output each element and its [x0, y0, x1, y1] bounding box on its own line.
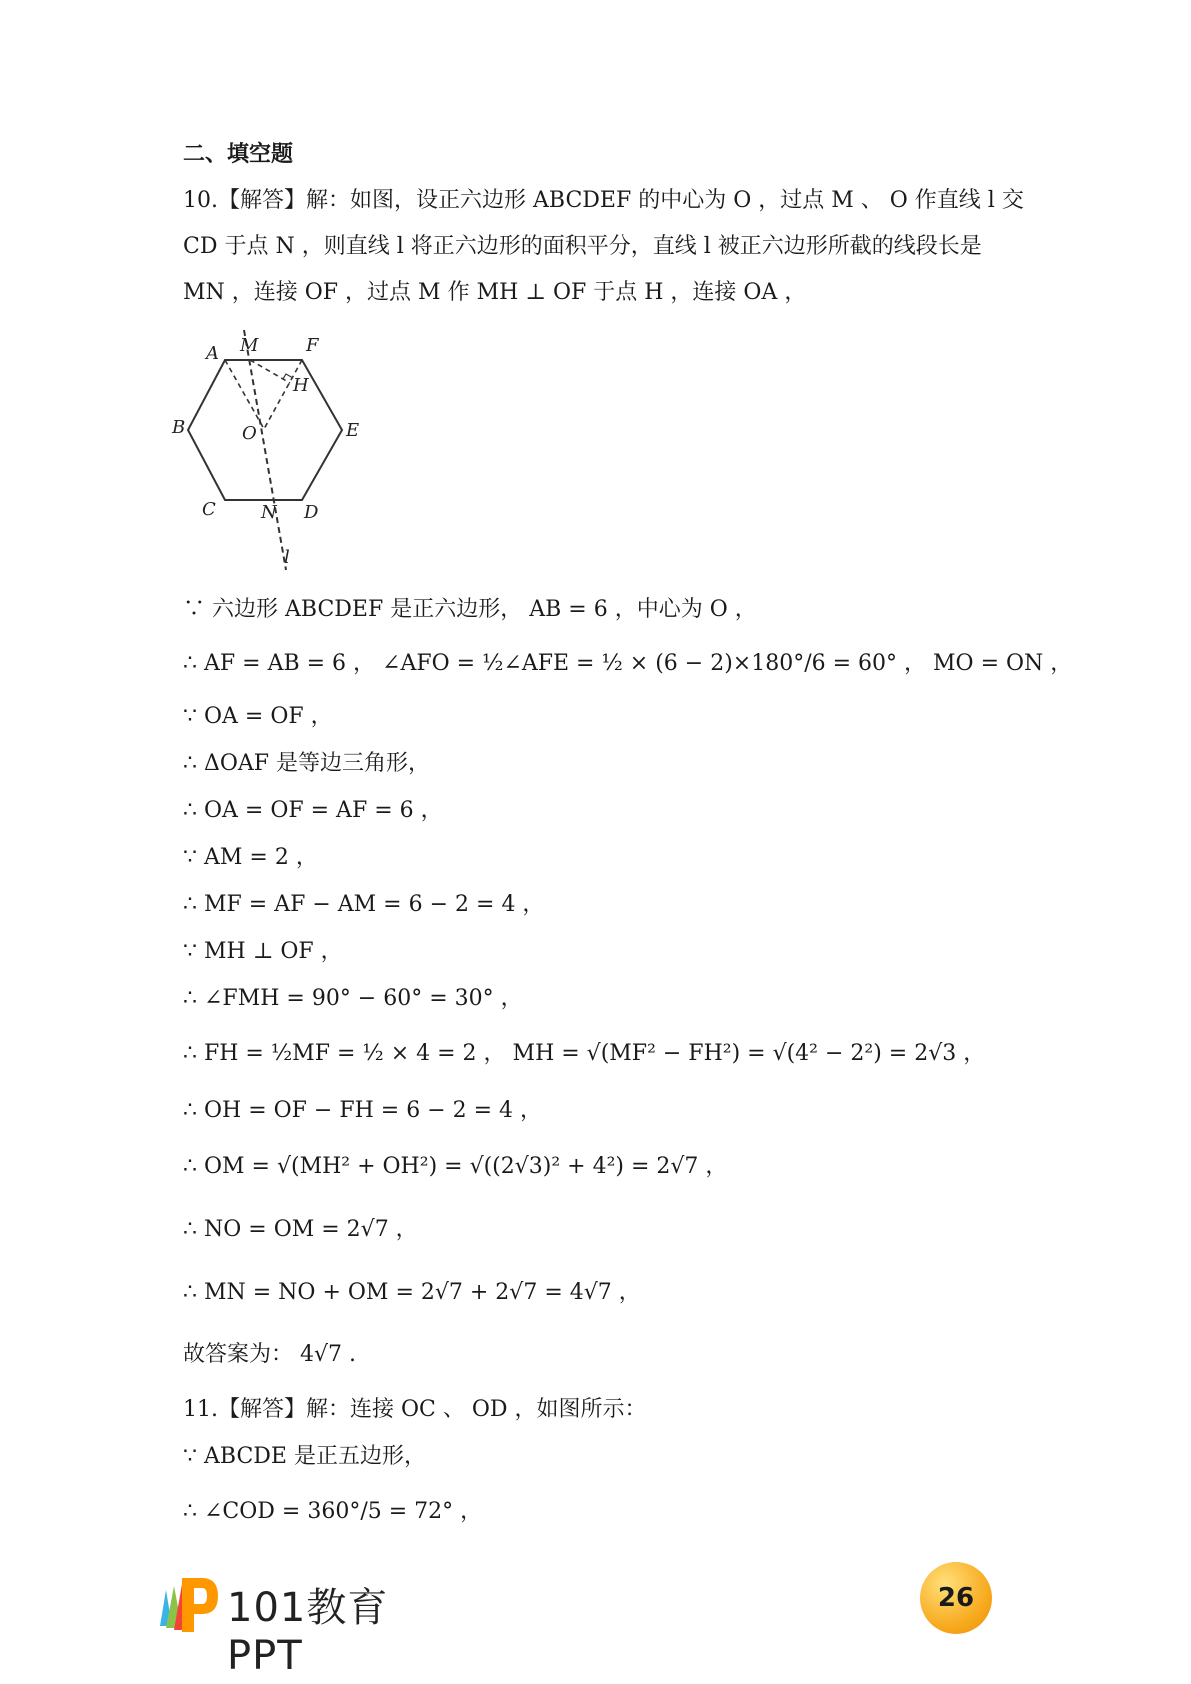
- page-number-badge: [920, 1562, 992, 1634]
- hexagon-outline: [188, 360, 342, 500]
- p10-step-5: ∴ OA = OF = AF = 6 ，: [183, 798, 443, 823]
- label-D: D: [304, 502, 319, 523]
- page-number: 26: [937, 1583, 975, 1613]
- label-l: l: [284, 547, 290, 568]
- label-B: B: [172, 417, 186, 438]
- brand-logo: [152, 1568, 452, 1679]
- p10-intro-line-2: CD 于点 N ，则直线 l 将正六边形的面积平分，直线 l 被正六边形所截的线段长是: [183, 234, 982, 259]
- p10-step-11: ∴ OH = OF − FH = 6 − 2 = 4 ，: [183, 1098, 543, 1123]
- p10-intro-line-1: 10.【解答】解：如图，设正六边形 ABCDEF 的中心为 O ，过点 M 、 O 作直线 l 交: [183, 188, 1024, 213]
- p10-step-8: ∵ MH ⊥ OF ，: [183, 939, 343, 964]
- p10-step-4: ∴ ΔOAF 是等边三角形，: [183, 751, 431, 776]
- hexagon-figure: [172, 335, 403, 580]
- p10-step-13: ∴ NO = OM = 2√7 ，: [183, 1217, 418, 1242]
- p10-step-14: ∴ MN = NO + OM = 2√7 + 2√7 = 4√7 ，: [183, 1280, 641, 1305]
- line-l: [244, 330, 286, 570]
- p10-step-7: ∴ MF = AF − AM = 6 − 2 = 4 ，: [183, 892, 545, 917]
- label-H: H: [293, 375, 309, 396]
- p10-step-3: ∵ OA = OF ，: [183, 704, 333, 729]
- label-O: O: [242, 423, 257, 444]
- p10-step-6: ∵ AM = 2 ，: [183, 845, 318, 870]
- hexagon-diagram: [172, 335, 403, 580]
- section-title: 二、填空题: [183, 141, 294, 167]
- p10-step-1: ∵ 六边形 ABCDEF 是正六边形， AB = 6 ，中心为 O ，: [183, 597, 757, 622]
- label-N: N: [261, 502, 277, 523]
- p11-line-1: 11.【解答】解：连接 OC 、 OD ，如图所示：: [183, 1397, 647, 1422]
- label-C: C: [202, 499, 216, 520]
- p10-answer: 故答案为： 4√7 .: [183, 1342, 356, 1367]
- p10-step-10: ∴ FH = ½MF = ½ × 4 = 2 ， MH = √(MF² − FH²) = √(4² − 2²) = 2√3 ，: [183, 1041, 986, 1066]
- p10-step-2: ∴ AF = AB = 6 ， ∠AFO = ½∠AFE = ½ × (6 − 2)×180°/6 = 60° ， MO = ON ，: [183, 651, 1073, 676]
- brand-name: 101教育PPT: [227, 1585, 389, 1679]
- label-A: A: [206, 343, 219, 364]
- label-F: F: [306, 335, 319, 356]
- p11-line-2: ∵ ABCDE 是正五边形，: [183, 1444, 426, 1469]
- p10-step-9: ∴ ∠FMH = 90° − 60° = 30° ，: [183, 986, 523, 1011]
- p11-line-3: ∴ ∠COD = 360°/5 = 72° ，: [183, 1499, 483, 1524]
- label-E: E: [346, 420, 360, 441]
- brand-logo-icon: [152, 1568, 222, 1638]
- segment-mh: [250, 360, 290, 383]
- segment-oa: [225, 360, 264, 429]
- p10-intro-line-3: MN ，连接 OF ，过点 M 作 MH ⊥ OF 于点 H ，连接 OA ，: [183, 280, 807, 305]
- label-M: M: [240, 335, 259, 356]
- p10-step-12: ∴ OM = √(MH² + OH²) = √((2√3)² + 4²) = 2√7 ，: [183, 1154, 728, 1179]
